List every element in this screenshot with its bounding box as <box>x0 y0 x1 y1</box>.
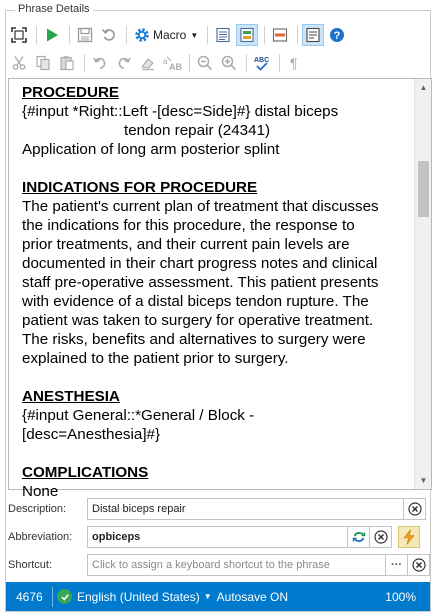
indications-line: staff pre-operative assessment. This patient presents <box>22 274 379 291</box>
separator <box>52 587 53 607</box>
instant-expand-button[interactable] <box>398 526 420 548</box>
redo-icon[interactable] <box>113 52 135 74</box>
svg-text:?: ? <box>333 30 341 42</box>
shortcut-label: Shortcut: <box>8 559 53 571</box>
separator <box>36 26 37 44</box>
separator <box>279 54 280 72</box>
spell-check-icon[interactable] <box>251 52 273 74</box>
vertical-scrollbar[interactable] <box>414 79 431 489</box>
separator <box>189 54 190 72</box>
document-view-icon[interactable] <box>212 24 234 46</box>
properties-icon[interactable] <box>302 24 324 46</box>
phrase-editor[interactable] <box>8 78 432 500</box>
fields-view-icon[interactable] <box>236 24 258 46</box>
scroll-thumb[interactable] <box>418 161 429 217</box>
panel-title: Phrase Details <box>15 3 93 15</box>
description-row <box>8 497 432 521</box>
anesthesia-line: {#input General::*General / Block - <box>22 407 255 424</box>
close-icon <box>412 558 426 572</box>
procedure-line: Application of long arm posterior splint <box>22 141 280 158</box>
status-bar <box>6 582 430 611</box>
zoom-in-icon[interactable] <box>218 52 240 74</box>
svg-text:¶: ¶ <box>290 55 298 71</box>
clear-description-button[interactable] <box>404 498 426 520</box>
insert-field-icon[interactable] <box>269 24 291 46</box>
indications-line: patient was taken to surgery for operative treatment. <box>22 312 374 329</box>
indications-line: the indications for this procedure, the response to <box>22 217 355 234</box>
anesthesia-heading: ANESTHESIA <box>22 388 120 405</box>
clear-format-icon[interactable] <box>137 52 159 74</box>
chevron-down-icon: ▼ <box>203 592 212 601</box>
copy-icon[interactable] <box>32 52 54 74</box>
close-icon <box>408 502 422 516</box>
language-selector[interactable] <box>57 589 217 604</box>
indications-line: with evidence of a distal biceps tendon rupture. The <box>22 293 369 310</box>
complications-line: None <box>22 483 59 500</box>
separator <box>297 26 298 44</box>
fullscreen-icon[interactable] <box>8 24 30 46</box>
separator <box>84 54 85 72</box>
indications-line: The risks, benefits and alternatives to surgery were <box>22 331 366 348</box>
macro-label: Macro <box>153 28 187 42</box>
change-case-icon[interactable] <box>161 52 183 74</box>
separator <box>69 26 70 44</box>
refresh-icon <box>352 530 366 544</box>
macro-dropdown[interactable] <box>131 24 201 46</box>
toolbar-edit <box>8 51 308 75</box>
clear-shortcut-button[interactable] <box>408 554 430 576</box>
svg-text:AB: AB <box>169 62 182 72</box>
shortcut-options-button[interactable]: ··· <box>386 554 408 576</box>
chevron-down-icon: ▼ <box>190 30 199 40</box>
svg-text:a: a <box>163 57 168 66</box>
abbreviation-field[interactable]: opbiceps <box>87 526 348 548</box>
shortcut-row <box>8 553 432 577</box>
anesthesia-line: [desc=Anesthesia]#} <box>22 426 161 443</box>
abbreviation-label: Abbreviation: <box>8 531 73 543</box>
indications-line: explained to the patient prior to surgery. <box>22 350 289 367</box>
separator <box>246 54 247 72</box>
procedure-line: {#input *Right::Left -[desc=Side]#} distal biceps <box>22 103 339 120</box>
zoom-level[interactable]: 100% <box>385 589 416 604</box>
indications-heading: INDICATIONS FOR PROCEDURE <box>22 179 258 196</box>
clear-abbreviation-button[interactable] <box>370 526 392 548</box>
autosave-status[interactable]: Autosave ON <box>216 589 289 604</box>
indications-line: The patient's current plan of treatment that discusses <box>22 198 379 215</box>
undo-icon[interactable] <box>89 52 111 74</box>
abbreviation-row <box>8 525 432 549</box>
scroll-down-icon[interactable]: ▼ <box>419 476 428 485</box>
close-icon <box>374 530 388 544</box>
generate-abbreviation-button[interactable] <box>348 526 370 548</box>
check-circle-icon <box>57 589 72 604</box>
separator <box>126 26 127 44</box>
help-icon[interactable] <box>326 24 348 46</box>
svg-text:ABC: ABC <box>254 57 270 64</box>
play-icon[interactable] <box>41 24 63 46</box>
indications-line: prior treatments, and their current pain levels are <box>22 236 350 253</box>
procedure-heading: PROCEDURE <box>22 84 120 101</box>
description-field[interactable]: Distal biceps repair <box>87 498 404 520</box>
separator <box>264 26 265 44</box>
shortcut-field[interactable]: Click to assign a keyboard shortcut to the phrase <box>87 554 386 576</box>
cut-icon[interactable] <box>8 52 30 74</box>
save-icon[interactable] <box>74 24 96 46</box>
pilcrow-icon[interactable] <box>284 52 306 74</box>
toolbar-main <box>8 23 350 47</box>
language-label: English (United States) <box>77 589 200 604</box>
separator <box>207 26 208 44</box>
zoom-out-icon[interactable] <box>194 52 216 74</box>
editor-content[interactable] <box>22 83 408 501</box>
revert-icon[interactable] <box>98 24 120 46</box>
procedure-line: tendon repair (24341) <box>124 122 271 139</box>
lightning-icon <box>402 529 416 545</box>
indications-line: documented in their chart progress notes and clinical <box>22 255 378 272</box>
paste-icon[interactable] <box>56 52 78 74</box>
gear-icon <box>134 27 150 43</box>
complications-heading: COMPLICATIONS <box>22 464 149 481</box>
description-label: Description: <box>8 503 67 515</box>
scroll-up-icon[interactable]: ▲ <box>419 83 428 92</box>
character-count: 4676 <box>16 589 43 604</box>
